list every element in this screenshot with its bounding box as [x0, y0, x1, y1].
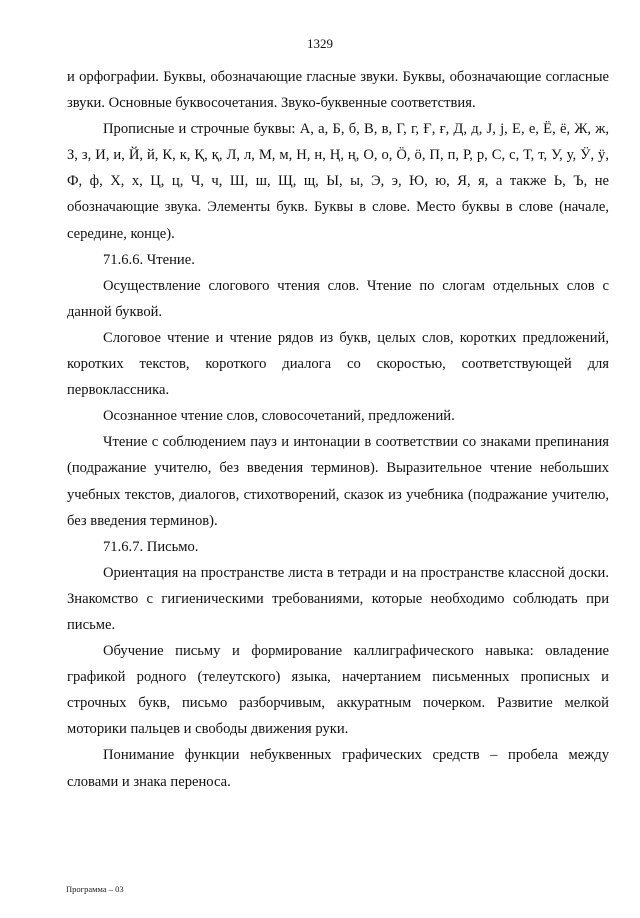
- paragraph: Обучение письму и формирование каллиграфического навыка: овладение графикой родного (телеутского) языка, начертанием письменных прописных и строчных букв, письмо разборчивым, аккуратным почерком. Развитие мелкой моторики пальцев и свободы движения руки.: [67, 643, 609, 738]
- paragraph: Чтение с соблюдением пауз и интонации в соответствии со знаками препинания (подражание учителю, без введения терминов). Выразительное чтение небольших учебных текстов, диалогов, стихотворений, сказок из учебника (подражание учителю, без введения терминов).: [67, 434, 609, 529]
- paragraph-continuation: и орфографии. Буквы, обозначающие гласные звуки. Буквы, обозначающие согласные звуки. Основные буквосочетания. Звуко-буквенные соответствия.: [67, 69, 609, 112]
- paragraph: Понимание функции небуквенных графических средств – пробела между словами и знака переноса.: [67, 747, 609, 790]
- paragraph: Осознанное чтение слов, словосочетаний, предложений.: [103, 408, 455, 425]
- body-text: [67, 64, 609, 795]
- section-heading-writing: 71.6.7. Письмо.: [103, 538, 199, 555]
- paragraph: Осуществление слогового чтения слов. Чтение по слогам отдельных слов с данной буквой.: [67, 277, 609, 320]
- paragraph: Слоговое чтение и чтение рядов из букв, целых слов, коротких предложений, коротких текстов, короткого диалога со скоростью, соответствующей для первоклассника.: [67, 329, 609, 399]
- section-heading-reading: 71.6.6. Чтение.: [103, 251, 195, 268]
- paragraph-alphabet: Прописные и строчные буквы: А, а, Б, б, В, в, Г, г, Ғ, ғ, Д, д, J, j, Е, е, Ё, ё, Ж, ж, З, з, И, и, Й, й, К, к, Қ, қ, Л, л, М, м, Н, н, Ң, ң, О, о, Ӧ, ӧ, П, п, Р, р, С, с, Т, т, У, у, Ӱ, ӱ, Ф, ф, Х, х, Ц, ц, Ч, ч, Ш, ш, Щ, щ, Ы, ы, Э, э, Ю, ю, Я, я, а также Ь, Ъ, не обозначающие звука. Элементы букв. Буквы в слове. Место буквы в слове (начале, середине, конце).: [67, 121, 609, 242]
- page-number: 1329: [307, 36, 333, 51]
- paragraph: Ориентация на пространстве листа в тетради и на пространстве классной доски. Знакомство с гигиеническими требованиями, которые необходимо соблюдать при письме.: [67, 564, 609, 633]
- footer-label: Программа – 03: [66, 884, 124, 894]
